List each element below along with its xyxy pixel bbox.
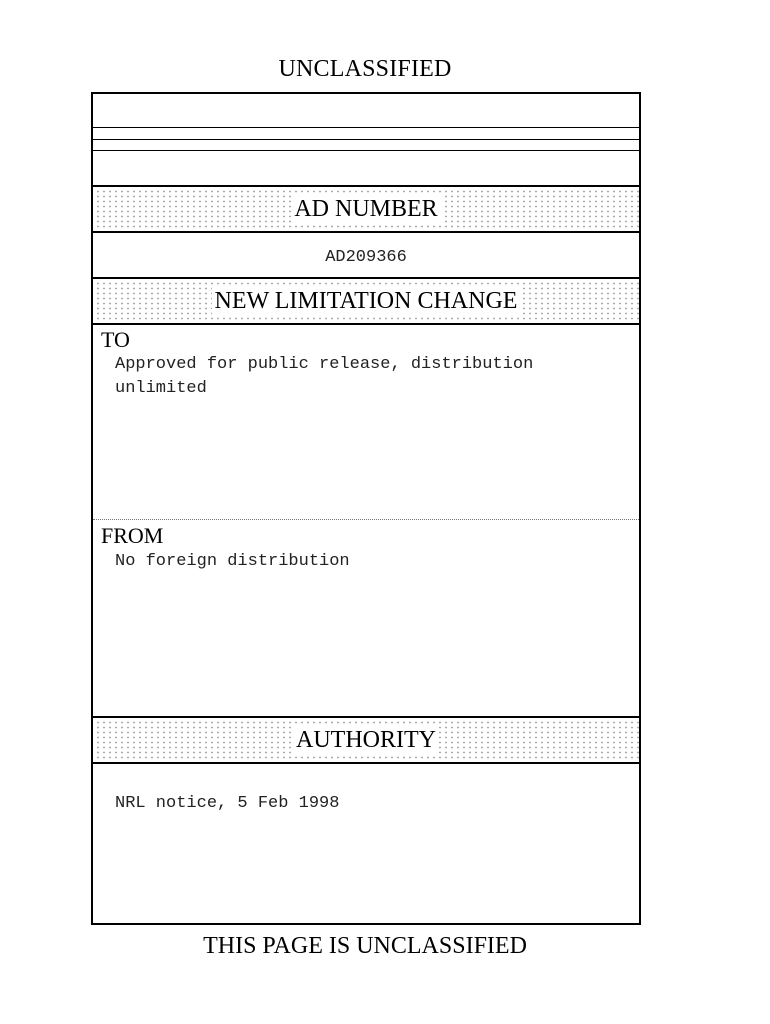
limitation-change-form [91, 92, 641, 925]
limitation-change-title: NEW LIMITATION CHANGE [212, 287, 521, 315]
ad-number-header [93, 188, 639, 230]
rule-line [93, 762, 639, 764]
rule-line [93, 185, 639, 187]
authority-value: NRL notice, 5 Feb 1998 [115, 794, 340, 813]
to-value: Approved for public release, distribution unlimited [115, 355, 534, 398]
from-value: No foreign distribution [115, 552, 350, 571]
ad-number-title: AD NUMBER [291, 195, 440, 223]
rule-line [93, 150, 639, 151]
dotted-divider [93, 519, 639, 520]
rule-line [93, 127, 639, 128]
rule-line [93, 231, 639, 233]
rule-line [93, 323, 639, 325]
ad-number-value: AD209366 [325, 248, 407, 267]
classification-footer: THIS PAGE IS UNCLASSIFIED [203, 933, 527, 959]
limitation-change-header [93, 280, 639, 322]
rule-line [93, 139, 639, 140]
rule-line [93, 277, 639, 279]
from-label: FROM [101, 523, 164, 548]
classification-header: UNCLASSIFIED [278, 56, 452, 82]
rule-line [93, 716, 639, 718]
to-label: TO [101, 327, 130, 352]
authority-header [93, 719, 639, 761]
authority-title: AUTHORITY [293, 726, 439, 754]
